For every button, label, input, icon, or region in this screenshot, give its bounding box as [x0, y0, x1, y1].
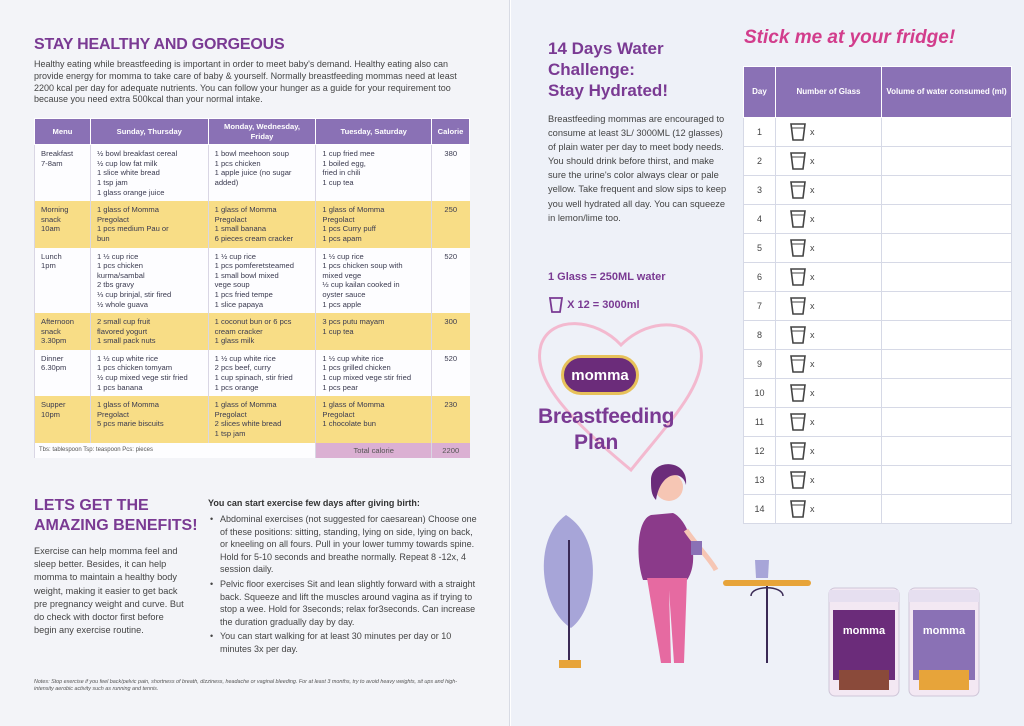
cup-icon: [789, 122, 807, 142]
volume-cell[interactable]: [882, 321, 1012, 350]
plan-subtitle: Plan: [574, 431, 619, 454]
exercise-title: You can start exercise few days after giving birth:: [208, 498, 420, 508]
day-number: 4: [744, 205, 776, 234]
calorie-cell: 230: [432, 396, 470, 442]
x-mark: x: [810, 185, 815, 195]
x-mark: x: [810, 475, 815, 485]
meal-cell: 1 glass of Momma Pregolact 1 pcs medium Pau or bun: [90, 201, 208, 247]
cup-icon: [789, 354, 807, 374]
total-label: Total calorie: [316, 443, 432, 459]
calorie-cell: 300: [432, 313, 470, 350]
meal-cell: 1 ½ cup white rice 1 pcs grilled chicken 1 cup mixed vege stir fried 1 pcs pear: [316, 350, 432, 396]
meal-cell: Dinner 6.30pm: [35, 350, 91, 396]
benefits-title: LETS GET THE AMAZING BENEFITS!: [34, 497, 198, 534]
momma-logo: momma: [561, 355, 639, 395]
meal-row: [35, 248, 470, 314]
glass-equation: 1 Glass = 250ML water: [548, 271, 666, 283]
calorie-cell: 520: [432, 350, 470, 396]
total-value: 2200: [432, 443, 470, 459]
fridge-heading: Stick me at your fridge!: [744, 27, 956, 48]
meal-cell: Afternoon snack 3.30pm: [35, 313, 91, 350]
meal-row: [35, 201, 470, 247]
cup-icon: [789, 151, 807, 171]
volume-cell[interactable]: [882, 147, 1012, 176]
intro-paragraph: Healthy eating while breastfeeding is important in order to meet baby's demand. Healthy eating also can provide energy for momma to take care of baby & yourself. Normally breastfeeding mommas need at least 2200 kcal per day for adequate nutrients. You can follow your hunger as a guide for your requirement too because you need extra 500kcal than your normal intake.: [34, 59, 457, 105]
cup-icon: [789, 412, 807, 432]
day-number: 8: [744, 321, 776, 350]
x-mark: x: [810, 243, 815, 253]
col-sun-thu: Sunday, Thursday: [90, 119, 208, 145]
glass-cell[interactable]: [776, 350, 882, 379]
volume-cell[interactable]: [882, 234, 1012, 263]
exercise-list: [208, 513, 478, 658]
col-glass: Number of Glass: [776, 67, 882, 118]
col-day: Day: [744, 67, 776, 118]
glass-cell[interactable]: [776, 176, 882, 205]
day-number: 7: [744, 292, 776, 321]
day-number: 13: [744, 466, 776, 495]
meal-cell: 1 ½ cup rice 1 pcs pomferetsteamed 1 small bowl mixed vege soup 1 pcs fried tempe 1 slice papaya: [208, 248, 316, 314]
day-number: 11: [744, 408, 776, 437]
day-row: [744, 205, 1012, 234]
meal-cell: 3 pcs putu mayam 1 cup tea: [316, 313, 432, 350]
plan-title: Breastfeeding: [538, 405, 675, 428]
col-mon-wed-fri: Monday, Wednesday, Friday: [208, 119, 316, 145]
volume-cell[interactable]: [882, 408, 1012, 437]
meal-cell: ½ bowl breakfast cereal ½ cup low fat milk 1 slice white bread 1 tsp jam 1 glass orange juice: [90, 145, 208, 201]
glass-cell[interactable]: [776, 495, 882, 524]
col-calorie: Calorie: [432, 119, 470, 145]
meal-cell: Breakfast 7-8am: [35, 145, 91, 201]
volume-cell[interactable]: [882, 118, 1012, 147]
day-number: 2: [744, 147, 776, 176]
meal-cell: 1 glass of Momma Pregolact 2 slices white bread 1 tsp jam: [208, 396, 316, 442]
volume-cell[interactable]: [882, 437, 1012, 466]
volume-cell[interactable]: [882, 205, 1012, 234]
x-mark: x: [810, 156, 815, 166]
exercise-item: • Abdominal exercises (not suggested for caesarean) Choose one of these positions: sitting, standing, lying on side, lying on back, or kneeling on all fours. Pull in your lower tummy towards spine. Hold for 5-10 seconds and breathe normally. Repeat 8 -12x, 4 session daily.: [208, 513, 478, 576]
meal-row: [35, 313, 470, 350]
meal-cell: 2 small cup fruit flavored yogurt 1 small pack nuts: [90, 313, 208, 350]
day-row: [744, 234, 1012, 263]
x-mark: x: [810, 214, 815, 224]
col-menu: Menu: [35, 119, 91, 145]
cup-icon: [789, 180, 807, 200]
day-row: [744, 292, 1012, 321]
cup-icon: [789, 470, 807, 490]
glass-cell[interactable]: [776, 466, 882, 495]
x-mark: x: [810, 446, 815, 456]
glass-cell[interactable]: [776, 147, 882, 176]
left-page: [0, 0, 510, 726]
x-mark: x: [810, 330, 815, 340]
glass-cell[interactable]: [776, 234, 882, 263]
cup-icon: [789, 325, 807, 345]
glass-cell[interactable]: [776, 408, 882, 437]
cup-icon: [789, 296, 807, 316]
volume-cell[interactable]: [882, 176, 1012, 205]
meal-cell: 1 glass of Momma Pregolact 5 pcs marie biscuits: [90, 396, 208, 442]
meal-row: [35, 145, 470, 201]
meal-cell: Lunch 1pm: [35, 248, 91, 314]
calorie-cell: 520: [432, 248, 470, 314]
meal-row: [35, 350, 470, 396]
glass-cell[interactable]: [776, 437, 882, 466]
x-mark: x: [810, 388, 815, 398]
abbrev-footnote: Tbs: tablespoon Tsp: teaspoon Pcs: pieces: [35, 443, 316, 459]
x-mark: x: [810, 417, 815, 427]
x-mark: x: [810, 272, 815, 282]
exercise-item: • Pelvic floor exercises Sit and lean slightly forward with a straight back. Squeeze and lift the muscles around vagina as if trying to stop a wee. Hold for 3seconds; relax for3seconds. Can increase the duration gradually day by day.: [208, 578, 478, 628]
cup-icon: [789, 441, 807, 461]
day-row: [744, 263, 1012, 292]
glass-cell[interactable]: [776, 118, 882, 147]
glass-cell[interactable]: [776, 263, 882, 292]
calorie-cell: 380: [432, 145, 470, 201]
glass-cell[interactable]: [776, 205, 882, 234]
day-row: [744, 321, 1012, 350]
day-number: 6: [744, 263, 776, 292]
meal-cell: 1 ½ cup rice 1 pcs chicken soup with mixed vege ½ cup kailan cooked in oyster sauce 1 pcs apple: [316, 248, 432, 314]
water-tracker-table: [743, 66, 1012, 524]
col-volume: Volume of water consumed (ml): [882, 67, 1012, 118]
section-title-healthy: STAY HEALTHY AND GORGEOUS: [34, 36, 285, 53]
exercise-notes: Notes: Stop exercise if you feel back/pelvic pain, shortness of breath, dizziness, headache or vaginal bleeding. For at least 3 months, try to avoid heavy weights, sit ups and high-intensity aerobic activity such as running and tennis.: [34, 679, 458, 693]
day-number: 14: [744, 495, 776, 524]
meal-cell: 1 glass of Momma Pregolact 1 chocolate bun: [316, 396, 432, 442]
day-row: [744, 408, 1012, 437]
day-number: 1: [744, 118, 776, 147]
day-number: 9: [744, 350, 776, 379]
volume-cell[interactable]: [882, 292, 1012, 321]
cup-icon: [789, 267, 807, 287]
meal-cell: 1 ½ cup white rice 2 pcs beef, curry 1 cup spinach, stir fried 1 pcs orange: [208, 350, 316, 396]
water-paragraph: Breastfeeding mommas are encouraged to consume at least 3L/ 3000ML (12 glasses) of plain water per day to meet body needs. You should drink before thirst, and make sure the urine's color always clear or pale yellow. Take frequent and slow sips to keep you well hydrated all day. You can squeeze in lemon/lime too.: [548, 114, 727, 223]
water-challenge-title: 14 Days Water Challenge: Stay Hydrated!: [548, 39, 668, 100]
day-row: [744, 147, 1012, 176]
x-mark: x: [810, 127, 815, 137]
day-row: [744, 437, 1012, 466]
meal-cell: 1 glass of Momma Pregolact 1 small banana 6 pieces cream cracker: [208, 201, 316, 247]
day-row: [744, 350, 1012, 379]
glass-cell[interactable]: [776, 321, 882, 350]
meal-cell: Supper 10pm: [35, 396, 91, 442]
glass-total: X 12 = 3000ml: [548, 296, 640, 314]
glass-cell[interactable]: [776, 292, 882, 321]
day-row: [744, 176, 1012, 205]
glass-cell[interactable]: [776, 379, 882, 408]
cup-icon: [789, 238, 807, 258]
day-row: [744, 379, 1012, 408]
meal-plan-table: [34, 118, 470, 458]
day-number: 10: [744, 379, 776, 408]
volume-cell[interactable]: [882, 466, 1012, 495]
x-mark: x: [810, 504, 815, 514]
day-number: 3: [744, 176, 776, 205]
volume-cell[interactable]: [882, 379, 1012, 408]
cup-icon: [548, 296, 564, 314]
meal-row: [35, 396, 470, 442]
cup-icon: [789, 499, 807, 519]
meal-cell: Morning snack 10am: [35, 201, 91, 247]
volume-cell[interactable]: [882, 263, 1012, 292]
total-row: [35, 443, 470, 459]
meal-cell: 1 glass of Momma Pregolact 1 pcs Curry puff 1 pcs apam: [316, 201, 432, 247]
day-row: [744, 466, 1012, 495]
meal-cell: 1 ½ cup rice 1 pcs chicken kurma/sambal 2 tbs gravy ⅓ cup brinjal, stir fired ½ whole guava: [90, 248, 208, 314]
cup-icon: [789, 209, 807, 229]
calorie-cell: 250: [432, 201, 470, 247]
volume-cell[interactable]: [882, 350, 1012, 379]
day-row: [744, 118, 1012, 147]
meal-cell: 1 bowl meehoon soup 1 pcs chicken 1 apple juice (no sugar added): [208, 145, 316, 201]
day-number: 12: [744, 437, 776, 466]
meal-cell: 1 cup fried mee 1 boiled egg, fried in chili 1 cup tea: [316, 145, 432, 201]
x-mark: x: [810, 359, 815, 369]
benefits-paragraph: Exercise can help momma feel and sleep better. Besides, it can help momma to maintain a healthy body weight, making it easier to get back pre pregnancy weight and curve. But do check with doctor first before begin any exercise routine.: [34, 546, 184, 636]
can-logo: momma: [842, 625, 886, 637]
cup-icon: [789, 383, 807, 403]
can-logo: momma: [922, 625, 966, 637]
meal-cell: 1 ½ cup white rice 1 pcs chicken tomyam ½ cup mixed vege stir fried 1 pcs banana: [90, 350, 208, 396]
meal-cell: 1 coconut bun or 6 pcs cream cracker 1 glass milk: [208, 313, 316, 350]
day-number: 5: [744, 234, 776, 263]
product-can: [909, 588, 979, 696]
volume-cell[interactable]: [882, 495, 1012, 524]
x-mark: x: [810, 301, 815, 311]
exercise-item: • You can start walking for at least 30 minutes per day or 10 minutes 3x per day.: [208, 630, 478, 655]
col-tue-sat: Tuesday, Saturday: [316, 119, 432, 145]
product-can: [829, 588, 899, 696]
day-row: [744, 495, 1012, 524]
